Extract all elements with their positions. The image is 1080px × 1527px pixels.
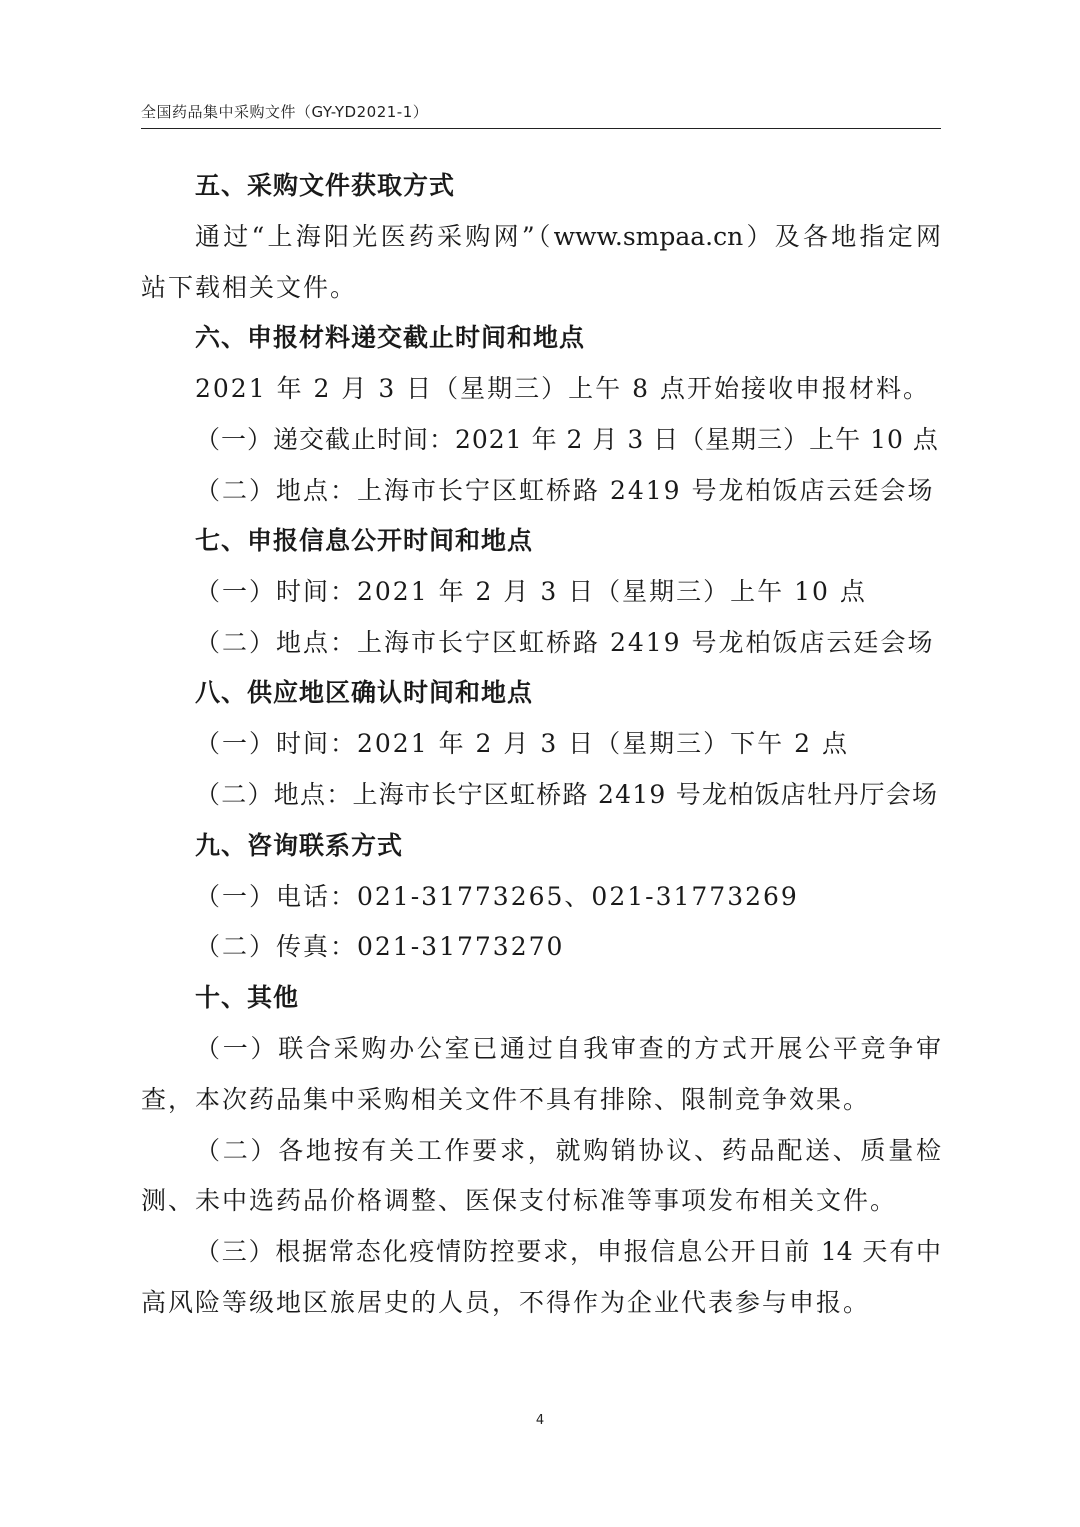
paragraph-line: 通过“上海阳光医药采购网”（www.smpaa.cn）及各地指定网 xyxy=(195,222,941,251)
list-item: （一）时间：2021 年 2 月 3 日（星期三）下午 2 点 xyxy=(195,729,849,758)
paragraph-line: 2021 年 2 月 3 日（星期三）上午 8 点开始接收申报材料。 xyxy=(195,374,930,403)
paragraph-line: 查，本次药品集中采购相关文件不具有排除、限制竞争效果。 xyxy=(141,1085,871,1114)
page-number: 4 xyxy=(535,1413,545,1428)
section-heading-8: 八、供应地区确认时间和地点 xyxy=(195,678,534,707)
list-item: （一）电话：021-31773265、021-31773269 xyxy=(195,882,799,911)
list-item: （一）时间：2021 年 2 月 3 日（星期三）上午 10 点 xyxy=(195,577,867,606)
paragraph-line: （三）根据常态化疫情防控要求，申报信息公开日前 14 天有中 xyxy=(195,1237,941,1266)
section-heading-10: 十、其他 xyxy=(195,983,300,1012)
paragraph-line: 测、未中选药品价格调整、医保支付标准等事项发布相关文件。 xyxy=(141,1186,898,1215)
paragraph-line: （二）各地按有关工作要求，就购销协议、药品配送、质量检 xyxy=(195,1136,941,1165)
paragraph-line: 站下载相关文件。 xyxy=(141,273,358,302)
list-item: （二）地点：上海市长宁区虹桥路 2419 号龙柏饭店云廷会场 xyxy=(195,628,935,657)
section-heading-6: 六、申报材料递交截止时间和地点 xyxy=(195,323,586,352)
paragraph-line: 高风险等级地区旅居史的人员，不得作为企业代表参与申报。 xyxy=(141,1288,871,1317)
list-item: （二）地点：上海市长宁区虹桥路 2419 号龙柏饭店牡丹厅会场 xyxy=(195,780,939,809)
section-heading-7: 七、申报信息公开时间和地点 xyxy=(195,526,534,555)
paragraph-line: （一）联合采购办公室已通过自我审查的方式开展公平竞争审 xyxy=(195,1034,941,1063)
section-heading-5: 五、采购文件获取方式 xyxy=(195,171,456,200)
list-item: （二）传真：021-31773270 xyxy=(195,932,565,961)
document-header: 全国药品集中采购文件（GY-YD2021-1） xyxy=(141,103,429,121)
header-divider xyxy=(141,128,941,129)
section-heading-9: 九、咨询联系方式 xyxy=(195,831,404,860)
list-item: （二）地点：上海市长宁区虹桥路 2419 号龙柏饭店云廷会场 xyxy=(195,476,935,505)
list-item: （一）递交截止时间：2021 年 2 月 3 日（星期三）上午 10 点 xyxy=(195,425,939,454)
